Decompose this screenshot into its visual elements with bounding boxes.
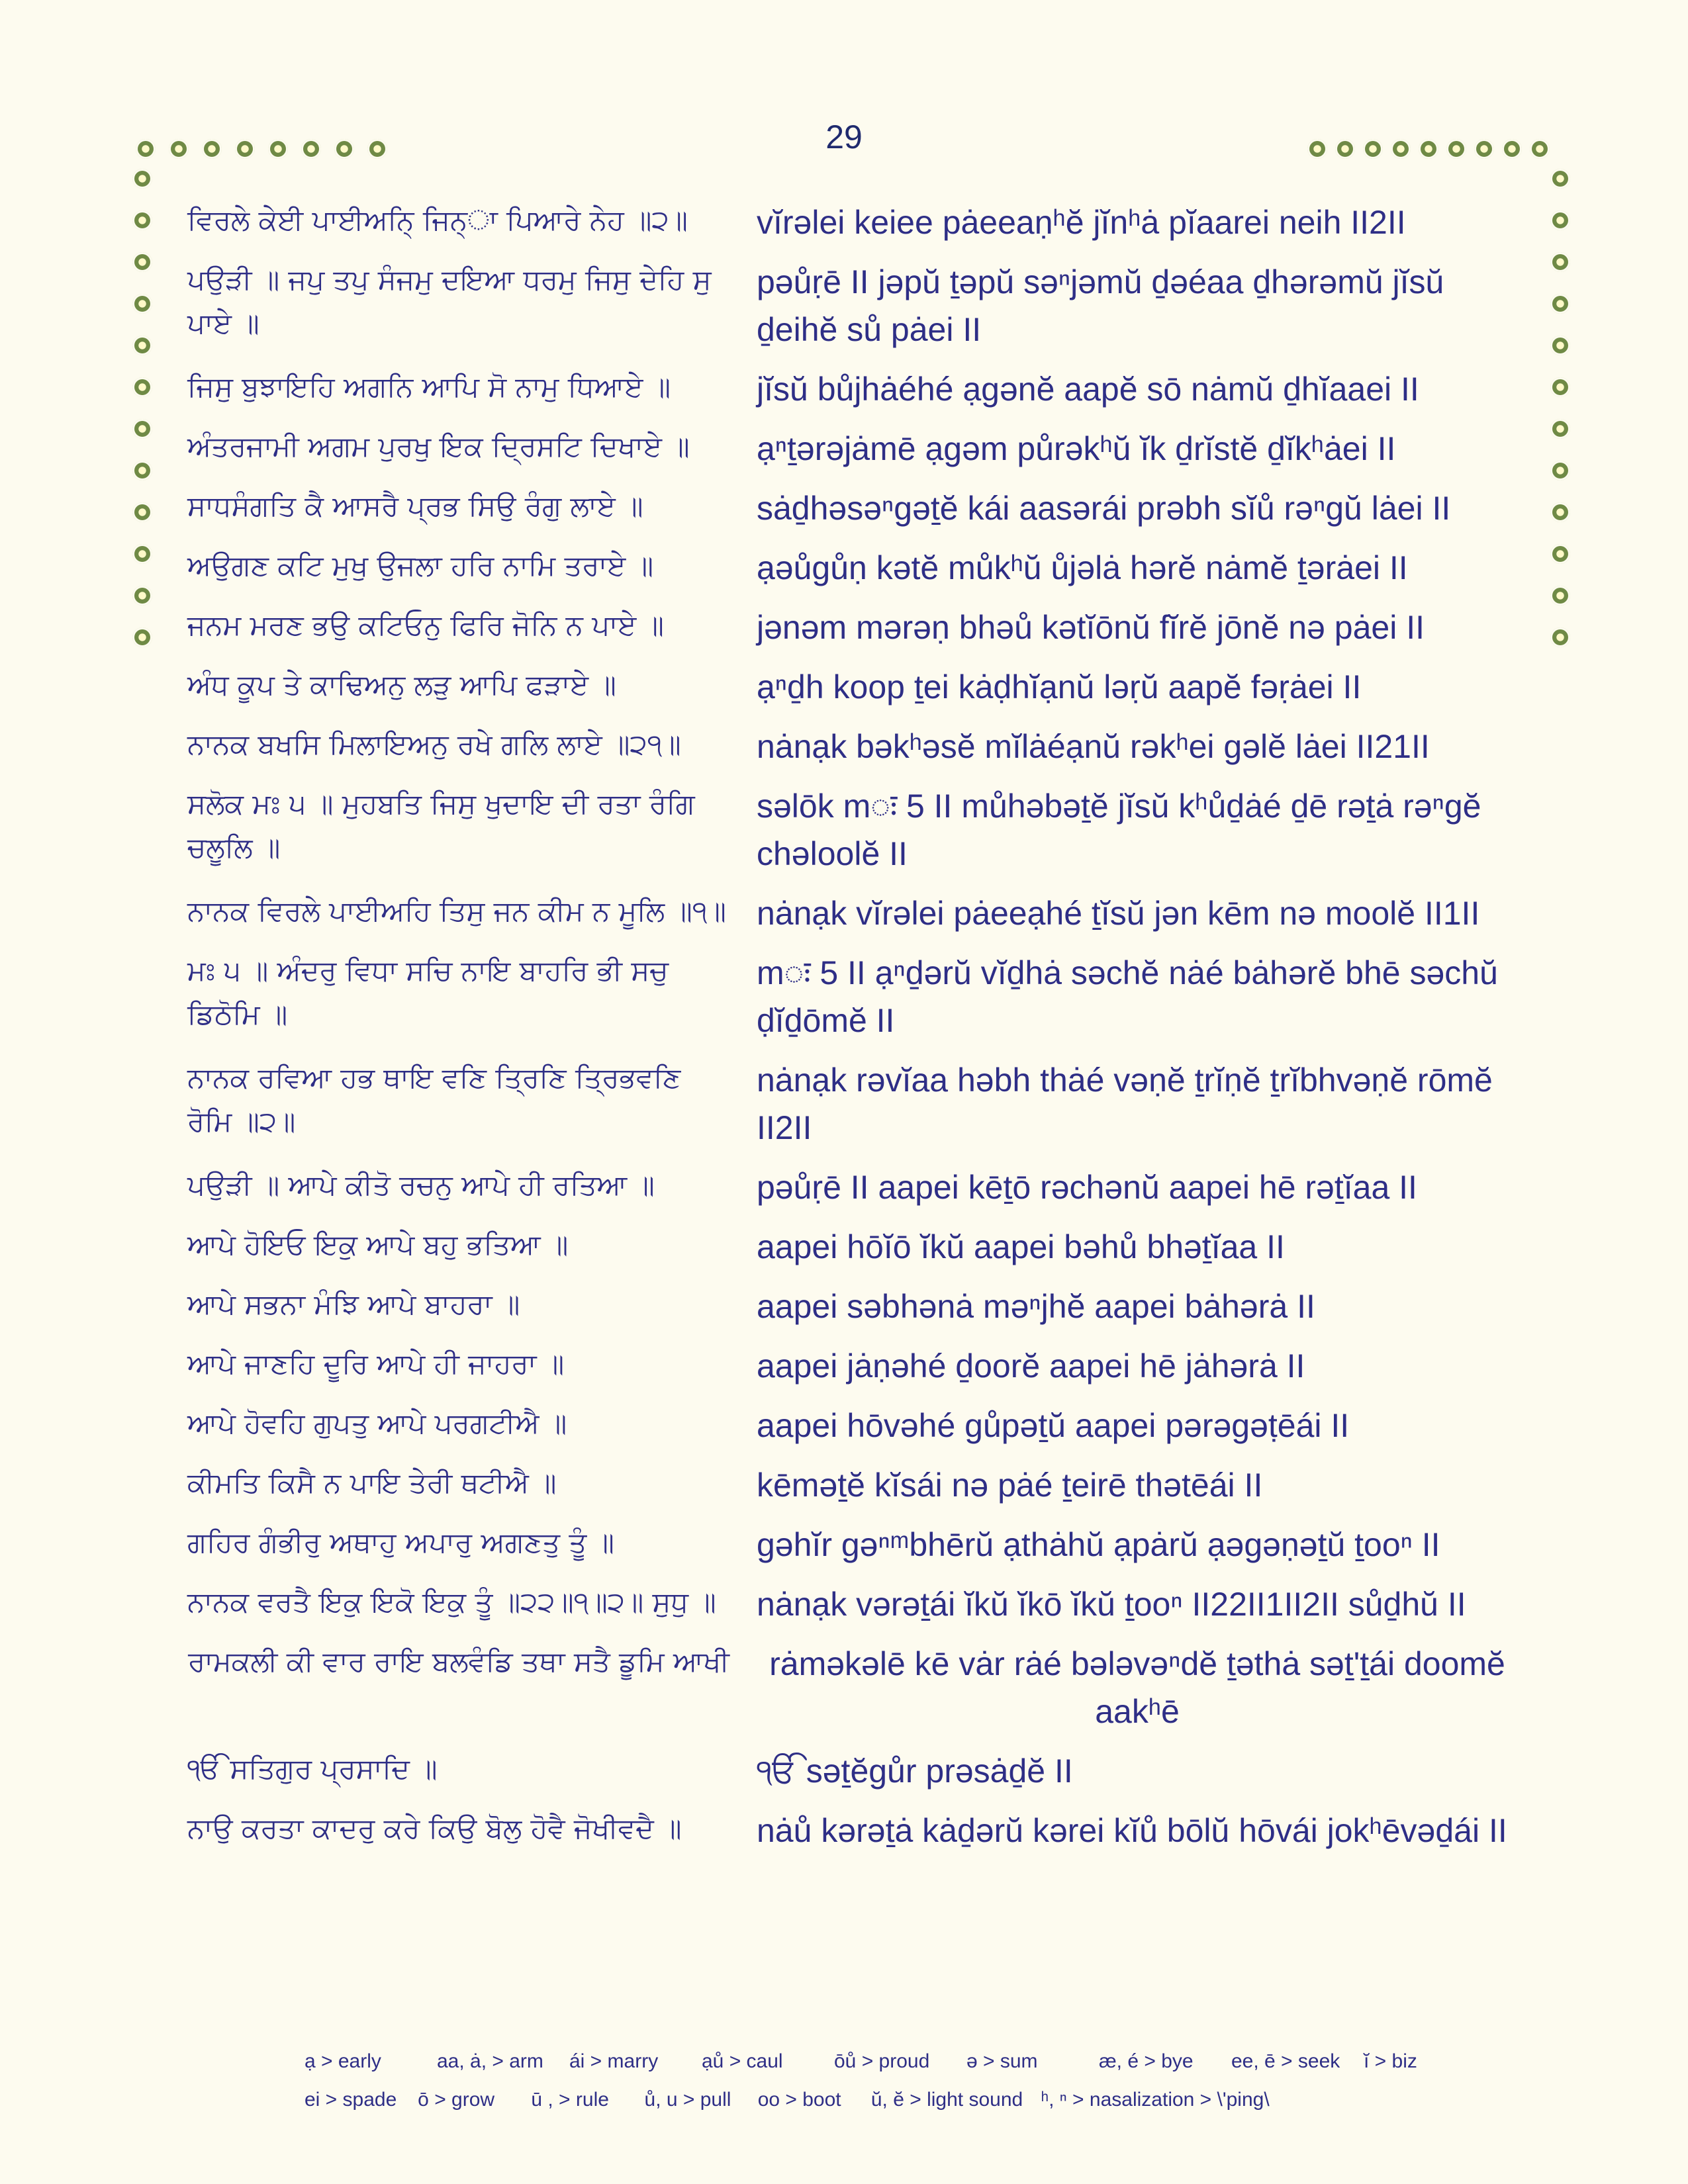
transliteration-text: nȧnạk rəvĭaa həbh thȧé vəṇĕ ṯrĭṇĕ ṯrĭbhvəṇĕ rōmĕ II2II: [757, 1062, 1493, 1146]
verse-row: [187, 1223, 1518, 1271]
transliteration-text: ạⁿḏh koop ṯei kȧḍhĭạnŭ ləṛŭ aapĕ fəṛȧei II: [757, 668, 1362, 705]
verse-row: [187, 484, 1518, 532]
gurmukhi-text: ਆਪੇ ਸਭਨਾ ਮੰਝਿ ਆਪੇ ਬਾਹਰਾ ॥: [187, 1288, 520, 1320]
gurmukhi-text: ਨਾਉ ਕਰਤਾ ਕਾਦਰੁ ਕਰੇ ਕਿਉ ਬੋਲੁ ਹੋਵੈ ਜੋਖੀਵਦੈ ॥: [187, 1812, 682, 1844]
rosette-ornament: [132, 502, 152, 522]
gurmukhi-text: ਨਾਨਕ ਵਿਰਲੇ ਪਾਈਅਹਿ ਤਿਸੁ ਜਨ ਕੀਮ ਨ ਮੂਲਿ ॥੧॥: [187, 895, 726, 927]
transliteration-text: aapei hōvəhé gůpəṯŭ aapei pərəgəṭēái II: [757, 1407, 1350, 1444]
rosette-ornament: [169, 139, 189, 159]
verse-row: [187, 949, 1518, 1044]
rosette-ornament: [132, 419, 152, 439]
verse-row: [187, 1747, 1518, 1795]
pronunciation-legend: [305, 2042, 1496, 2119]
transliteration-text: səlōk mः 5 II můhəbəṯĕ jĭsŭ kʰůḏȧé ḏē rəṯȧ rəⁿgĕ chəloolĕ II: [757, 788, 1481, 872]
gurmukhi-text: ਨਾਨਕ ਵਰਤੈ ਇਕੁ ਇਕੋ ਇਕੁ ਤੂੰ ॥੨੨॥੧॥੨॥ ਸੁਧੁ ॥: [187, 1586, 716, 1618]
transliteration-text: ੴ səṯĕgůr prəsȧḏĕ II: [757, 1752, 1073, 1790]
gurmukhi-text: ਸਲੋਕ ਮਃ ੫ ॥ ਮੁਹਬਤਿ ਜਿਸੁ ਖੁਦਾਇ ਦੀ ਰਤਾ ਰੰਗਿ ਚਲੂਲਿ ॥: [187, 788, 695, 864]
transliteration-text: mः 5 II ạⁿḏərŭ vĭḏhȧ səchĕ nȧé bȧhərĕ bhē səchŭ ḍĭḏōmĕ II: [757, 954, 1498, 1039]
transliteration-text: rȧməkəlē kē vȧr rȧé bələvəⁿdĕ ṯəthȧ səṯ'ṯái doomĕ aakʰē: [769, 1645, 1505, 1730]
verse-row: [187, 425, 1518, 473]
transliteration-text: nȧnạk vərəṯái ĭkŭ ĭkō ĭkŭ ṯooⁿ II22II1II2II sůḏhŭ II: [757, 1586, 1466, 1623]
legend-item: ạů > caul: [702, 2050, 783, 2072]
verse-row: [187, 1342, 1518, 1390]
legend-item: ái > marry: [569, 2050, 659, 2072]
legend-item: ʰ, ⁿ > nasalization > \'ping\: [1041, 2089, 1270, 2111]
rosette-ornament: [132, 336, 152, 355]
verse-row: [187, 782, 1518, 878]
verse-table: [187, 199, 1518, 1866]
rosette-ornament: [1550, 586, 1570, 606]
rosette-ornament: [132, 252, 152, 272]
transliteration-text: jĭsŭ bůjhȧéhé ạgənĕ aapĕ sō nȧmŭ ḏhĭaaei II: [757, 371, 1419, 408]
gurmukhi-text: ਅਉਗਣ ਕਟਿ ਮੁਖੁ ਉਜਲਾ ਹਰਿ ਨਾਮਿ ਤਰਾਏ ॥: [187, 549, 654, 582]
rosette-ornament: [132, 586, 152, 606]
verse-row: [187, 199, 1518, 246]
verse-row: [187, 604, 1518, 651]
rosette-ornament: [235, 139, 255, 159]
verse-row: [187, 1521, 1518, 1569]
transliteration-text: aapei jȧṇəhé ḏoorĕ aapei hē jȧhərȧ II: [757, 1347, 1305, 1385]
legend-item: ō > grow: [418, 2089, 495, 2111]
legend-item: ə > sum: [966, 2050, 1038, 2072]
transliteration-text: nȧnạk vĭrəlei pȧeeạhé ṯĭsŭ jən kēm nə moolĕ II1II: [757, 895, 1480, 932]
verse-row: [187, 889, 1518, 937]
gurmukhi-text: ਆਪੇ ਹੋਇਓ ਇਕੁ ਆਪੇ ਬਹੁ ਭਤਿਆ ॥: [187, 1228, 569, 1261]
transliteration-text: pəůṛē II aapei kēṯō rəchənŭ aapei hē rəṯĭaa II: [757, 1169, 1417, 1206]
rosette-ornament: [1474, 139, 1494, 159]
gurmukhi-text: ੴ ਸਤਿਗੁਰ ਪ੍ਰਸਾਦਿ ॥: [187, 1752, 438, 1785]
verse-row: [187, 723, 1518, 770]
rosette-ornament: [1335, 139, 1355, 159]
transliteration-text: sȧḏhəsəⁿgəṯĕ kái aasərái prəbh sĭů rəⁿgŭ lȧei II: [757, 490, 1451, 527]
rosette-ornament: [1550, 461, 1570, 480]
gurmukhi-text: ਕੀਮਤਿ ਕਿਸੈ ਨ ਪਾਇ ਤੇਰੀ ਥਟੀਐ ॥: [187, 1467, 557, 1499]
gurmukhi-text: ਮਃ ੫ ॥ ਅੰਦਰੁ ਵਿਧਾ ਸਚਿ ਨਾਇ ਬਾਹਰਿ ਭੀ ਸਚੁ ਡਿਠੋਮਿ ॥: [187, 954, 669, 1030]
transliteration-text: nȧnạk bəkʰəsĕ mĭlȧéạnŭ rəkʰei gəlĕ lȧei II21II: [757, 728, 1430, 765]
transliteration-text: vĭrəlei keiee pȧeeaṇʰĕ jĭnʰȧ pĭaarei neih II2II: [757, 204, 1406, 241]
legend-row: [305, 2042, 1496, 2081]
transliteration-text: ạⁿṯərəjȧmē ạgəm půrəkʰŭ ĭk ḏrĭstĕ ḏĭkʰȧei II: [757, 430, 1396, 467]
legend-item: aa, ȧ, > arm: [437, 2050, 543, 2072]
verse-row: [187, 1461, 1518, 1509]
rosette-ornament: [301, 139, 321, 159]
gurmukhi-text: ਵਿਰਲੇ ਕੇਈ ਪਾਈਅਨਿ੍ ਜਿਨ੍ਾ ਪਿਆਰੇ ਨੇਹ ॥੨॥: [187, 204, 688, 236]
rosette-ornament: [1550, 419, 1570, 439]
rosette-ornament: [1550, 294, 1570, 314]
rosette-ornament: [367, 139, 387, 159]
verse-row: [187, 365, 1518, 413]
gurmukhi-text: ਪਉੜੀ ॥ ਜਪੁ ਤਪੁ ਸੰਜਮੁ ਦਇਆ ਧਰਮੁ ਜਿਸੁ ਦੇਹਿ ਸੁ ਪਾਏ ॥: [187, 263, 712, 340]
legend-item: æ, é > bye: [1099, 2050, 1194, 2072]
gurmukhi-text: ਆਪੇ ਜਾਣਹਿ ਦੂਰਿ ਆਪੇ ਹੀ ਜਾਹਰਾ ॥: [187, 1347, 565, 1380]
gurmukhi-text: ਅੰਧ ਕੂਪ ਤੇ ਕਾਢਿਅਨੁ ਲੜੁ ਆਪਿ ਫੜਾਏ ॥: [187, 668, 616, 701]
rosette-ornament: [132, 210, 152, 230]
rosette-ornament: [1446, 139, 1466, 159]
transliteration-text: aapei səbhənȧ məⁿjhĕ aapei bȧhərȧ II: [757, 1288, 1315, 1325]
rosette-ornament: [1550, 377, 1570, 397]
transliteration-text: pəůṛē II jəpŭ ṯəpŭ səⁿjəmŭ ḏəéaa ḏhərəmŭ jĭsŭ ḏeihĕ sů pȧei II: [757, 263, 1444, 348]
page-number: 29: [825, 118, 863, 156]
rosette-ornament: [1419, 139, 1438, 159]
rosette-ornament: [334, 139, 354, 159]
transliteration-text: nȧů kərəṯȧ kȧḏərŭ kərei kĭů bōlŭ hōvái jokʰēvəḏái II: [757, 1812, 1507, 1849]
gurmukhi-text: ਨਾਨਕ ਰਵਿਆ ਹਭ ਥਾਇ ਵਣਿ ਤ੍ਰਿਣਿ ਤ੍ਰਿਭਵਣਿ ਰੋਮਿ ॥੨॥: [187, 1062, 681, 1138]
gurmukhi-text: ਰਾਮਕਲੀ ਕੀ ਵਾਰ ਰਾਇ ਬਲਵੰਡਿ ਤਥਾ ਸਤੈ ਡੂਮਿ ਆਖੀ: [188, 1645, 729, 1678]
rosette-ornament: [1550, 502, 1570, 522]
rosette-ornament: [132, 377, 152, 397]
gurmukhi-text: ਨਾਨਕ ਬਖਸਿ ਮਿਲਾਇਅਨੁ ਰਖੇ ਗਲਿ ਲਾਏ ॥੨੧॥: [187, 728, 681, 760]
rosette-ornament: [1550, 169, 1570, 189]
transliteration-text: jənəm mərəṇ bhəů kətĭōnŭ fĭrĕ jōnĕ nə pȧei II: [757, 609, 1425, 646]
verse-row: [187, 544, 1518, 592]
rosette-ornament: [1550, 544, 1570, 564]
rosette-ornament: [202, 139, 222, 159]
verse-row: [187, 258, 1518, 353]
rosette-ornament: [1550, 210, 1570, 230]
verse-row: [187, 1163, 1518, 1211]
rosette-ornament: [132, 169, 152, 189]
verse-row: [187, 1640, 1518, 1735]
gurmukhi-text: ਅੰਤਰਜਾਮੀ ਅਗਮ ਪੁਰਖੁ ਇਕ ਦ੍ਰਿਸਟਿ ਦਿਖਾਏ ॥: [187, 430, 690, 463]
rosette-ornament: [1307, 139, 1327, 159]
rosette-ornament: [1530, 139, 1550, 159]
rosette-ornament: [136, 139, 156, 159]
verse-row: [187, 1580, 1518, 1628]
gurmukhi-text: ਗਹਿਰ ਗੰਭੀਰੁ ਅਥਾਹੁ ਅਪਾਰੁ ਅਗਣਤੁ ਤੂੰ ॥: [187, 1526, 614, 1559]
rosette-ornament: [268, 139, 288, 159]
rosette-ornament: [1550, 627, 1570, 647]
verse-row: [187, 1056, 1518, 1152]
transliteration-text: aapei hōĭō ĭkŭ aapei bəhů bhəṯĭaa II: [757, 1228, 1285, 1265]
gurmukhi-text: ਜਨਮ ਮਰਣ ਭਉ ਕਟਿਓਨੁ ਫਿਰਿ ਜੋਨਿ ਨ ਪਾਏ ॥: [187, 609, 664, 641]
legend-item: ei > spade: [305, 2089, 397, 2111]
legend-item: ĭ > biz: [1364, 2050, 1417, 2072]
transliteration-text: kēməṯĕ kĭsái nə pȧé ṯeirē thətēái II: [757, 1467, 1263, 1504]
transliteration-text: ạəůgůṇ kətĕ můkʰŭ ůjəlȧ hərĕ nȧmĕ ṯərȧei II: [757, 549, 1408, 586]
rosette-ornament: [132, 544, 152, 564]
legend-row: [305, 2081, 1496, 2119]
rosette-ornament: [132, 294, 152, 314]
rosette-ornament: [132, 461, 152, 480]
rosette-ornament: [1391, 139, 1411, 159]
rosette-ornament: [1502, 139, 1522, 159]
transliteration-text: gəhĭr gəⁿᵐbhērŭ ạthȧhŭ ạpȧrŭ ạəgəṇəṯŭ ṯooⁿ II: [757, 1526, 1440, 1563]
gurmukhi-text: ਪਉੜੀ ॥ ਆਪੇ ਕੀਤੋ ਰਚਨੁ ਆਪੇ ਹੀ ਰਤਿਆ ॥: [187, 1169, 655, 1201]
gurmukhi-text: ਆਪੇ ਹੋਵਹਿ ਗੁਪਤੁ ਆਪੇ ਪਰਗਟੀਐ ॥: [187, 1407, 567, 1439]
legend-item: ů, u > pull: [644, 2089, 731, 2111]
rosette-ornament: [1550, 336, 1570, 355]
rosette-ornament: [1550, 252, 1570, 272]
legend-item: ū , > rule: [531, 2089, 609, 2111]
legend-item: ŭ, ĕ > light sound: [870, 2089, 1023, 2111]
verse-row: [187, 1402, 1518, 1449]
rosette-ornament: [132, 627, 152, 647]
legend-item: ee, ē > seek: [1231, 2050, 1340, 2072]
gurmukhi-text: ਜਿਸੁ ਬੁਝਾਇਹਿ ਅਗਨਿ ਆਪਿ ਸੋ ਨਾਮੁ ਧਿਆਏ ॥: [187, 371, 671, 403]
legend-item: ạ > early: [305, 2050, 381, 2072]
rosette-ornament: [1363, 139, 1383, 159]
verse-row: [187, 1283, 1518, 1330]
verse-row: [187, 1807, 1518, 1854]
verse-row: [187, 663, 1518, 711]
gurmukhi-text: ਸਾਧਸੰਗਤਿ ਕੈ ਆਸਰੈ ਪ੍ਰਭ ਸਿਉ ਰੰਗੁ ਲਾਏ ॥: [187, 490, 643, 522]
legend-item: ōů > proud: [834, 2050, 930, 2072]
legend-item: oo > boot: [757, 2089, 841, 2111]
